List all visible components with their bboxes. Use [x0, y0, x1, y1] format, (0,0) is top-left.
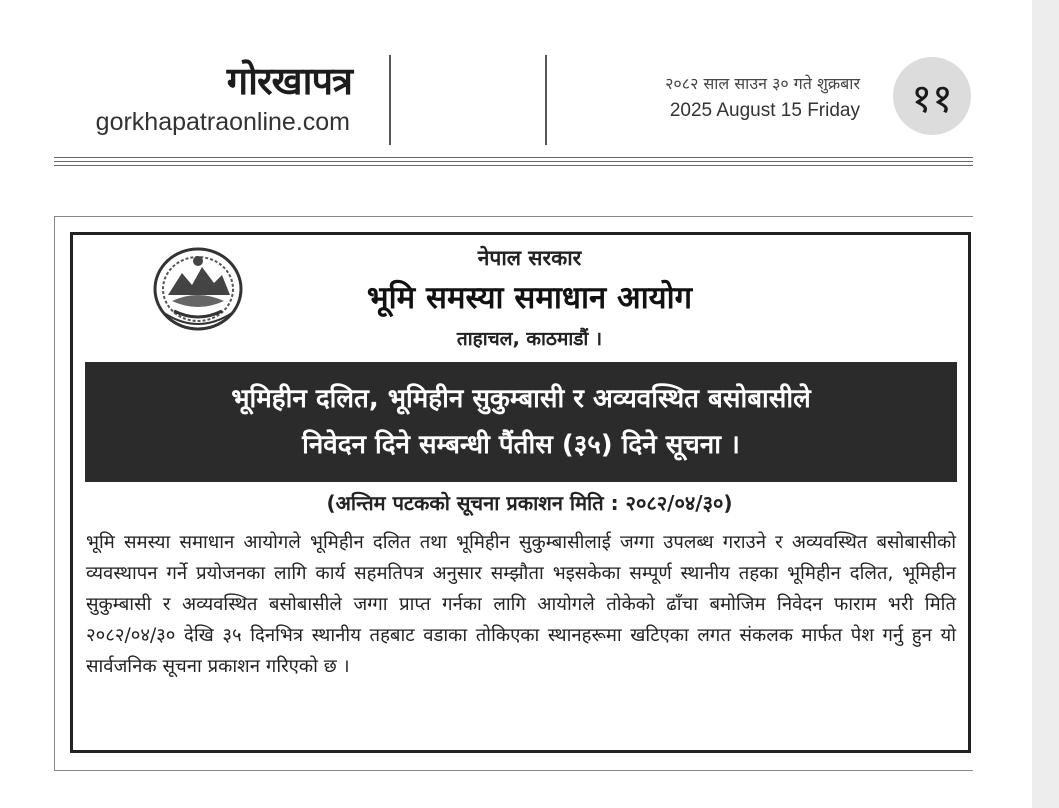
notice-headline-banner	[85, 362, 957, 482]
headline-line: भूमिहीन दलित, भूमिहीन सुकुम्बासी र अव्यवस्थित बसोबासीले	[231, 384, 811, 414]
header-rule	[54, 165, 973, 166]
date-nepali: २०८२ साल साउन ३० गते शुक्रबार	[665, 74, 860, 93]
header-divider-right	[545, 55, 547, 145]
government-name: नेपाल सरकार	[477, 246, 582, 270]
page-margin-strip	[1032, 0, 1059, 808]
header-divider-left	[389, 55, 391, 145]
website-url[interactable]: gorkhapatraonline.com	[95, 108, 350, 136]
date-english: 2025 August 15 Friday	[669, 100, 860, 121]
commission-name: भूमि समस्या समाधान आयोग	[366, 280, 693, 316]
page-number-badge: ११	[893, 57, 971, 135]
headline-line: निवेदन दिने सम्बन्धी पैंतीस (३५) दिने सूचना ।	[302, 430, 740, 460]
newspaper-title: गोरखापत्र	[226, 58, 352, 103]
commission-location: ताहाचल, काठमाडौं ।	[456, 328, 603, 350]
header-rule	[54, 161, 973, 162]
publication-date: (अन्तिम पटकको सूचना प्रकाशन मिति : २०८२/०४/३०)	[326, 491, 733, 515]
header-rule	[54, 157, 973, 158]
notice-body: भूमि समस्या समाधान आयोगले भूमिहीन दलित तथा भूमिहीन सुकुम्बासीलाई जग्गा उपलब्ध गराउने र अव्यवस्थित बसोबासीको व्यवस्थापन गर्ने प्रयोजनका लागि कार्य सहमतिपत्र अनुसार सम्झौता भइसकेका सम्पूर्ण स्थानीय तहका भूमिहीन दलित, भूमिहीन सुकुम्बासी र अव्यवस्थित बसोबासीले जग्गा प्राप्त गर्नका लागि आयोगले तोकेको ढाँचा बमोजिम निवेदन फाराम भरी मिति २०८२/०४/३० देखि ३५ दिनभित्र स्थानीय तहबाट वडाका तोकिएका स्थानहरूमा खटिएका लगत संकलक मार्फत पेश गर्नु हुन यो सार्वजनिक सूचना प्रकाशन गरिएको छ ।	[86, 532, 956, 677]
